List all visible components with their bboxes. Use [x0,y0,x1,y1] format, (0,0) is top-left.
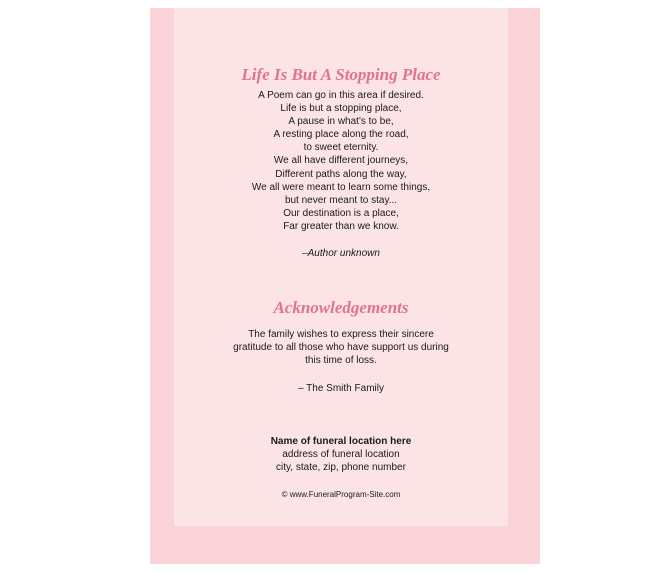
poem-line: We all were meant to learn some things, [251,181,431,193]
location-city-line: city, state, zip, phone number [276,461,406,473]
copyright-site: © www.FuneralProgram-Site.com [281,489,401,499]
poem-line: We all have different journeys, [273,155,409,167]
location-address: address of funeral location [282,448,400,460]
poem-line: A resting place along the road, [273,129,409,141]
poem-line: A pause in what's to be, [288,116,394,128]
poem-line: A Poem can go in this area if desired. [258,90,424,101]
poem-title: Life Is But A Stopping Place [241,65,441,84]
poem-line: Far greater than we know. [283,220,399,232]
acknowledgements-line: this time of loss. [305,355,377,367]
poem-line: Life is but a stopping place, [280,103,402,115]
poem-line: but never meant to stay... [284,194,398,206]
poem-line: Our destination is a place, [283,207,399,219]
acknowledgements-body [174,328,508,368]
funeral-location [174,435,508,474]
page-content [174,8,508,500]
program-page [150,8,540,564]
family-signoff: – The Smith Family [298,382,384,394]
poem-line: Different paths along the way, [275,168,407,180]
acknowledgements-line: The family wishes to express their sincere [248,329,434,341]
acknowledgements-title: Acknowledgements [273,298,409,318]
poem-author: –Author unknown [302,248,380,260]
content-panel [174,8,508,526]
acknowledgements-line: gratitude to all those who have support us during [233,342,449,354]
poem-line: to sweet eternity. [303,142,379,154]
poem-body [174,89,508,233]
location-name: Name of funeral location here [270,435,412,447]
